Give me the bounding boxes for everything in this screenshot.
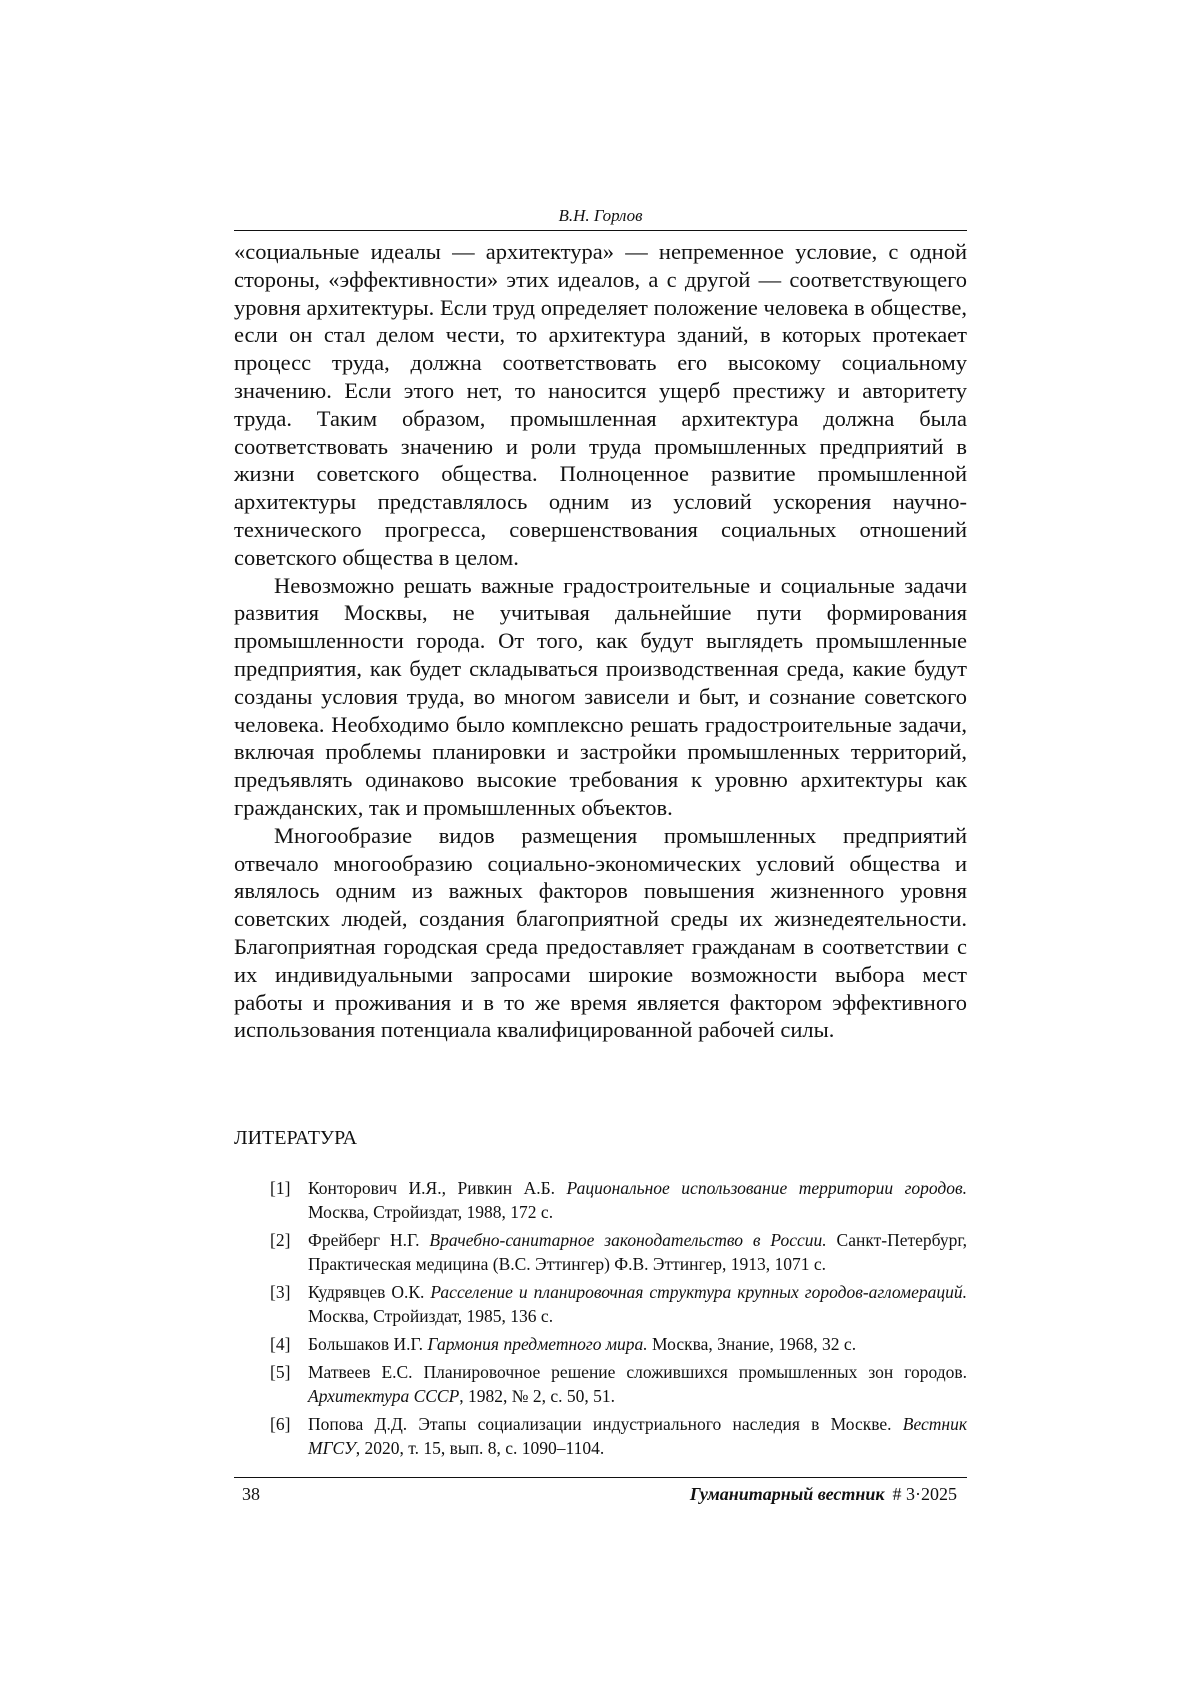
reference-number: [5] — [270, 1362, 291, 1382]
reference-authors: Кудрявцев О.К. — [308, 1282, 431, 1302]
reference-title: Вестник МГСУ — [308, 1414, 967, 1458]
body-text — [234, 238, 967, 1044]
reference-number: [3] — [270, 1282, 291, 1302]
reference-title: Гармония предметного мира. — [427, 1334, 648, 1354]
reference-item — [270, 1360, 967, 1408]
reference-number: [6] — [270, 1414, 291, 1434]
page-number: 38 — [242, 1484, 260, 1504]
reference-details: Санкт-Петербург, Практическая медицина (В.С. Эттингер) Ф.В. Эттингер, 1913, 1071 с. — [308, 1230, 967, 1274]
reference-item — [270, 1412, 967, 1460]
reference-details: , 1982, № 2, с. 50, 51. — [459, 1386, 616, 1406]
journal-info — [690, 1483, 957, 1505]
journal-name: Гуманитарный вестник — [689, 1484, 885, 1504]
reference-number: [2] — [270, 1230, 291, 1250]
header-rule — [234, 230, 967, 231]
paragraph: Многообразие видов размещения промышленных предприятий отвечало многообразию социально-экономических условий общества и являлось одним из важных факторов повышения жизненного уровня советских людей, создания благоприятной среды их жизнедеятельности. Благоприятная городская среда предоставляет гражданам в соответствии с их индивидуальными запросами широкие возможности выбора мест работы и проживания и в то же время является фактором эффективного использования потенциала квалифицированной рабочей силы. — [234, 822, 967, 1043]
reference-item — [270, 1280, 967, 1328]
literature-heading: ЛИТЕРАТУРА — [234, 1127, 358, 1149]
running-head-author: В.Н. Горлов — [558, 206, 643, 225]
reference-number: [4] — [270, 1334, 291, 1354]
reference-details: Москва, Знание, 1968, 32 с. — [647, 1334, 857, 1354]
reference-authors: Фрейберг Н.Г. — [308, 1230, 430, 1250]
footer-rule — [234, 1477, 967, 1478]
reference-title: Архитектура СССР — [308, 1386, 460, 1406]
reference-title: Врачебно-санитарное законодательство в России. — [429, 1230, 827, 1250]
reference-title: Рациональное использование территории городов. — [566, 1178, 967, 1198]
reference-authors: Матвеев Е.С. Планировочное решение сложившихся промышленных зон городов. — [308, 1362, 967, 1382]
reference-item — [270, 1228, 967, 1276]
paragraph: Невозможно решать важные градостроительные и социальные задачи развития Москвы, не учитывая дальнейшие пути формирования промышленности города. От того, как будут выглядеть промышленные предприятия, как будет складываться производственная среда, какие будут созданы условия труда, во многом зависели и быт, и сознание советского человека. Необходимо было комплексно решать градостроительные задачи, включая проблемы планировки и застройки промышленных территорий, предъявлять одинаково высокие требования к уровню архитектуры как гражданских, так и промышленных объектов. — [234, 572, 967, 820]
reference-authors: Большаков И.Г. — [308, 1334, 428, 1354]
reference-authors: Попова Д.Д. Этапы социализации индустриального наследия в Москве. — [308, 1414, 903, 1434]
reference-authors: Конторович И.Я., Ривкин А.Б. — [308, 1178, 567, 1198]
reference-list — [270, 1176, 967, 1464]
reference-number: [1] — [270, 1178, 291, 1198]
journal-issue: # 3·2025 — [892, 1484, 957, 1504]
reference-title: Расселение и планировочная структура крупных городов-агломераций. — [430, 1282, 967, 1302]
paragraph: «социальные идеалы — архитектура» — непременное условие, с одной стороны, «эффективности» этих идеалов, а с другой — соответствующего уровня архитектуры. Если труд определяет положение человека в обществе, если он стал делом чести, то архитектура зданий, в которых протекает процесс труда, должна соответствовать его высокому социальному значению. Если этого нет, то наносится ущерб престижу и авторитету труда. Таким образом, промышленная архитектура должна была соответствовать значению и роли труда промышленных предприятий в жизни советского общества. Полноценное развитие промышленной архитектуры представлялось одним из условий ускорения научно-технического прогресса, совершенствования социальных отношений советского общества в целом. — [234, 239, 967, 570]
reference-details: , 2020, т. 15, вып. 8, с. 1090–1104. — [355, 1438, 605, 1458]
page — [234, 0, 967, 1698]
reference-details: Москва, Стройиздат, 1985, 136 с. — [308, 1306, 554, 1326]
reference-details: Москва, Стройиздат, 1988, 172 с. — [308, 1202, 554, 1222]
reference-item — [270, 1332, 967, 1356]
reference-item — [270, 1176, 967, 1224]
